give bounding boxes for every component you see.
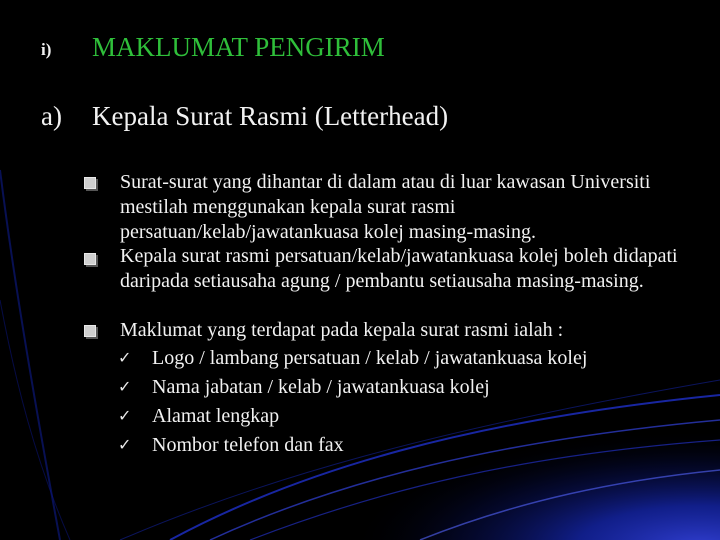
checkmark-icon: ✓ <box>118 377 132 396</box>
bullet-text-3: Maklumat yang terdapat pada kepala surat rasmi ialah : <box>120 319 564 341</box>
heading-title: MAKLUMAT PENGIRIM <box>92 32 385 62</box>
heading-number: i) <box>41 40 52 59</box>
checklist-item-3: Alamat lengkap <box>152 405 280 427</box>
checklist-item-4: Nombor telefon dan fax <box>152 434 344 456</box>
square-bullet-icon <box>84 177 96 189</box>
checkmark-icon: ✓ <box>118 435 132 454</box>
square-bullet-icon <box>84 253 96 265</box>
bullet-text-2: Kepala surat rasmi persatuan/kelab/jawatankuasa kolej boleh didapati daripada setiausaha agung / pembantu setiausaha masing-masing. <box>120 245 678 292</box>
checklist-item-1: Logo / lambang persatuan / kelab / jawatankuasa kolej <box>152 347 588 369</box>
square-bullet-icon <box>84 325 96 337</box>
subheading-title: Kepala Surat Rasmi (Letterhead) <box>92 101 449 131</box>
checklist-item-2: Nama jabatan / kelab / jawatankuasa kolej <box>152 376 490 398</box>
bullet-text-1: Surat-surat yang dihantar di dalam atau di luar kawasan Universiti mestilah menggunakan kepala surat rasmi persatuan/kelab/jawatankuasa kolej masing-masing. <box>120 171 651 243</box>
checkmark-icon: ✓ <box>118 406 132 425</box>
checkmark-icon: ✓ <box>118 348 132 367</box>
subheading-number: a) <box>41 101 62 131</box>
